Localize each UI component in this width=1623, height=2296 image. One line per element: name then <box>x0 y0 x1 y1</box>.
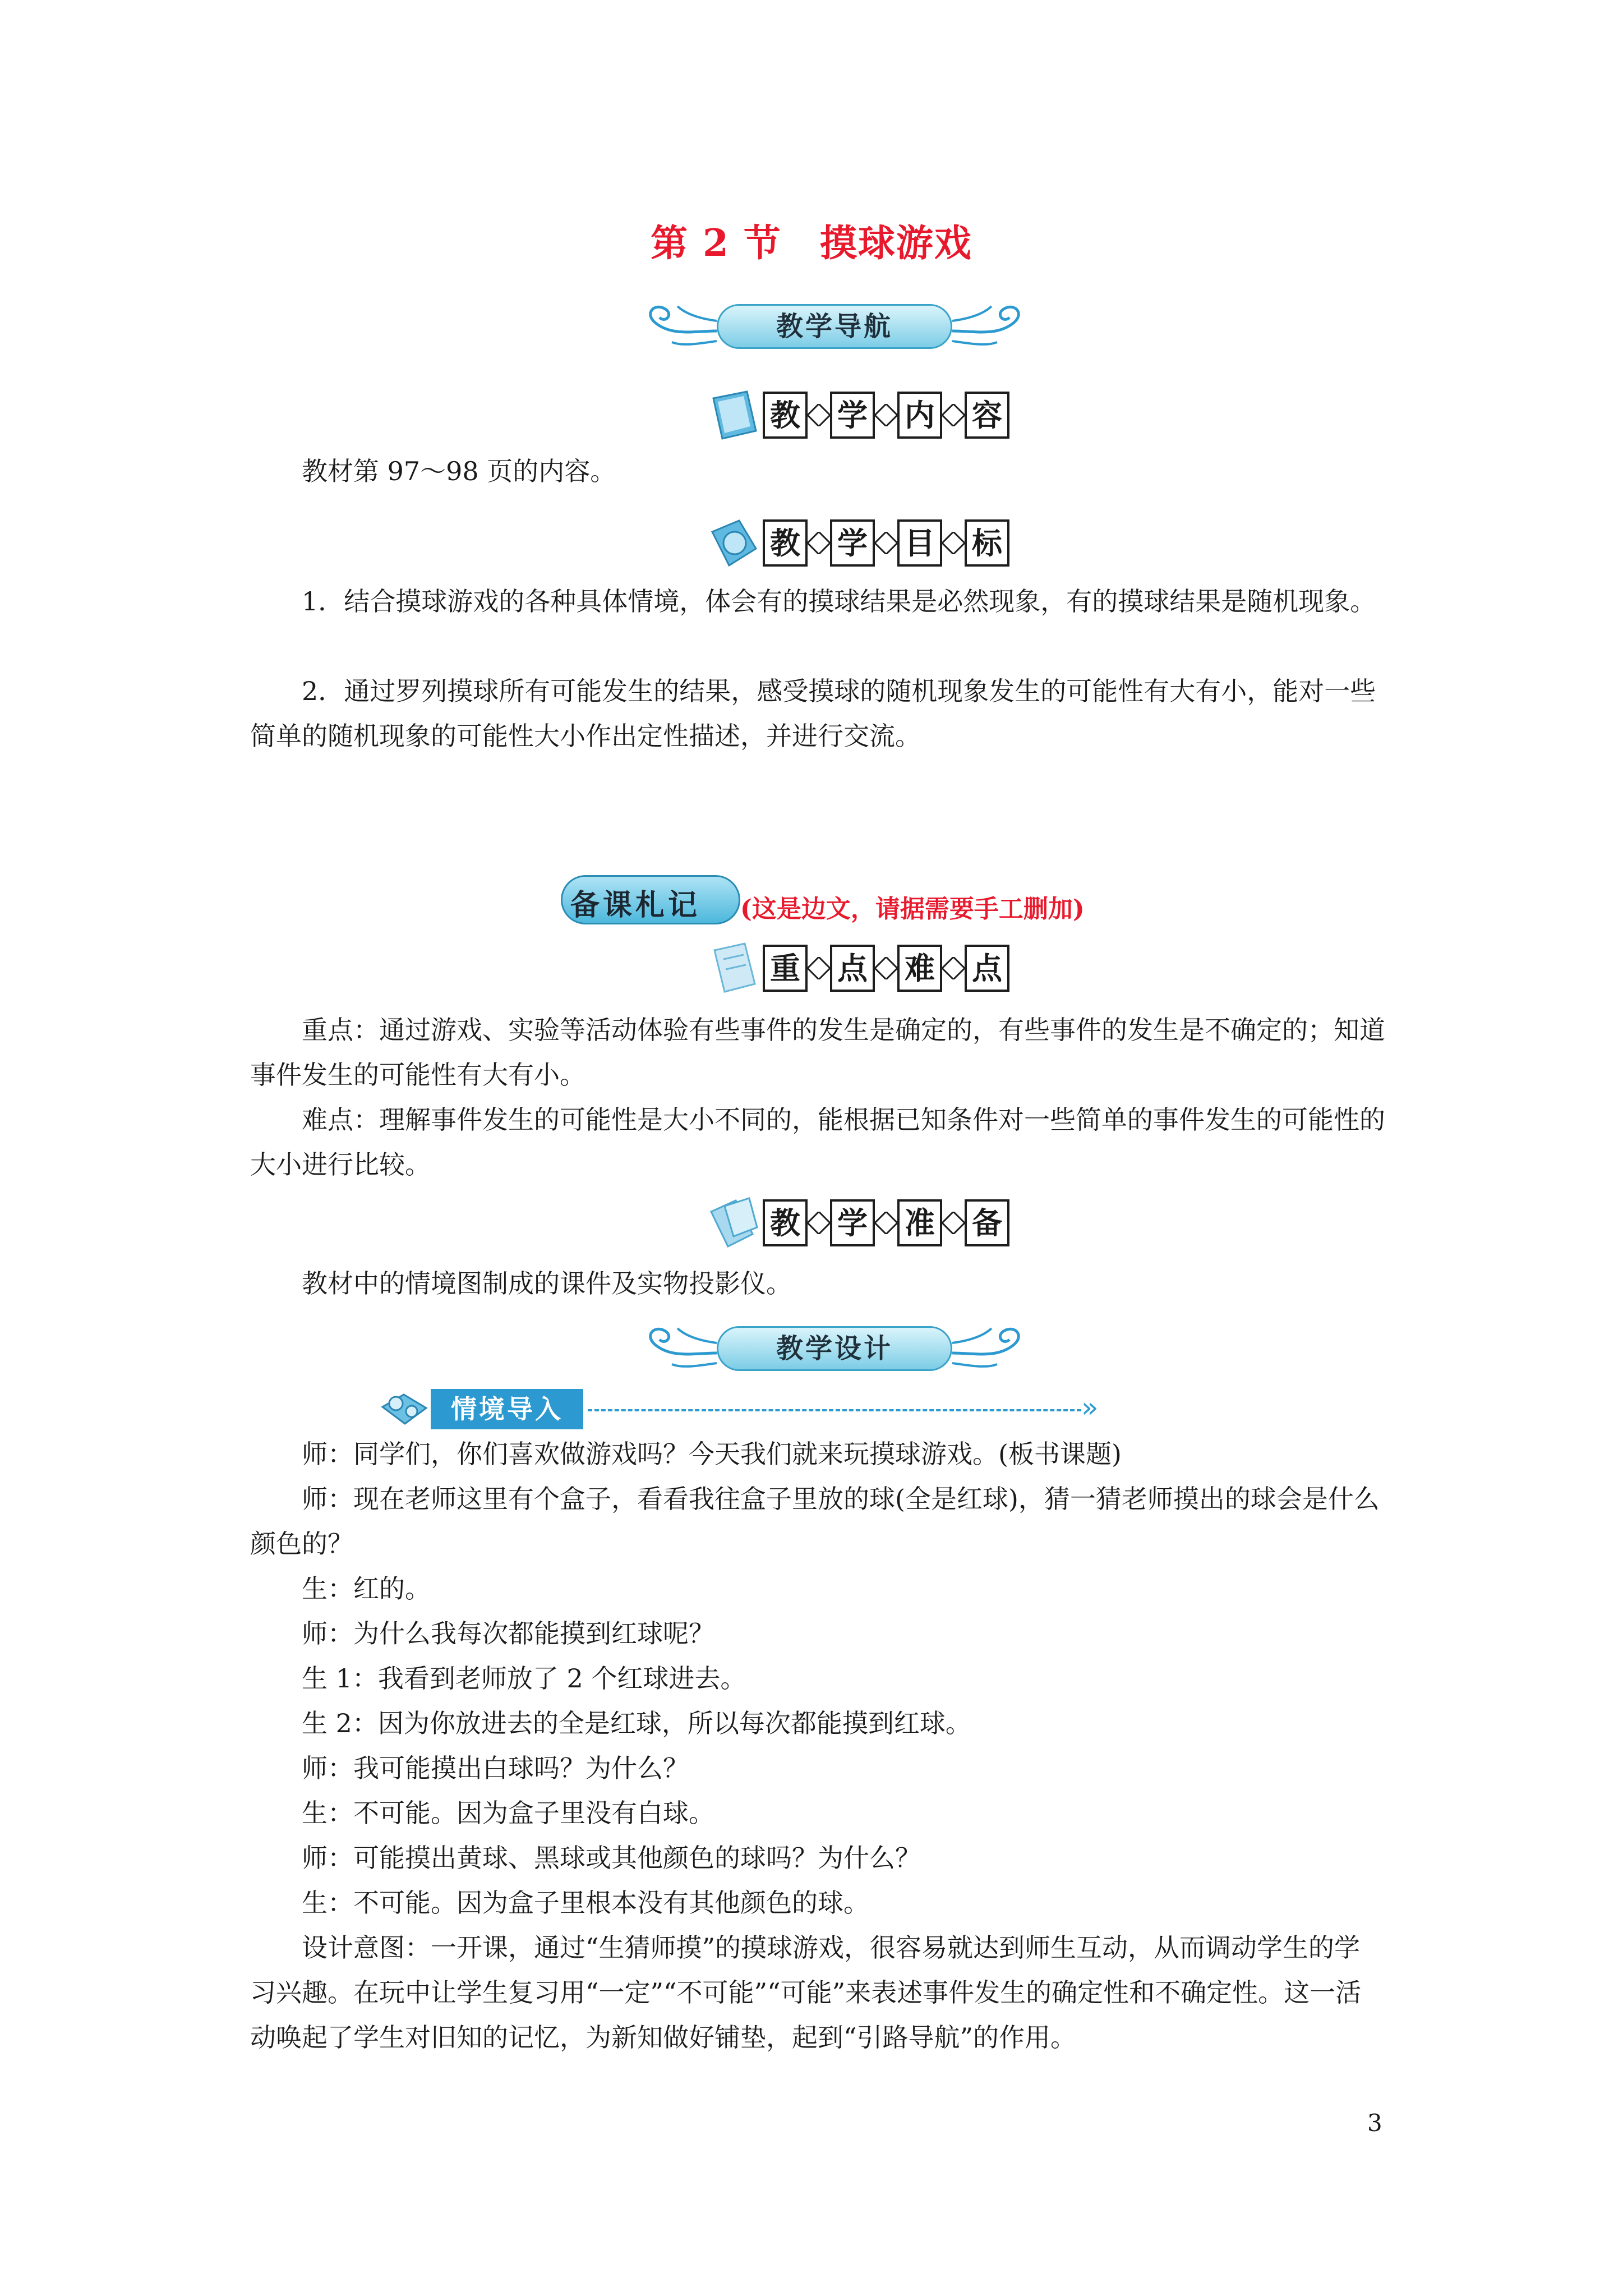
header-char-boxes <box>763 392 1002 440</box>
dialogue-line: 师：可能摸出黄球、黑球或其他颜色的球吗？为什么？ <box>302 1843 921 1873</box>
materials-icon <box>708 1195 759 1251</box>
banner-teaching-design <box>633 1314 1048 1375</box>
diamond-icon <box>942 532 965 554</box>
content-text: 教材第 97～98 页的内容。 <box>302 456 616 486</box>
intro-section-header <box>379 1384 1304 1433</box>
intro-tag: 情境导入 <box>431 1389 583 1429</box>
dashed-divider <box>588 1409 1081 1411</box>
dialogue-line: 师：我可能摸出白球吗？为什么？ <box>302 1753 689 1783</box>
page-number: 3 <box>1367 2109 1382 2137</box>
diamond-icon <box>942 957 965 979</box>
goal-item: 2．通过罗列摸球所有可能发生的结果，感受摸球的随机现象发生的可能性有大有小，能对一些简单的随机现象的可能性大小作出定性描述，并进行交流。 <box>250 676 1376 751</box>
header-char: 点 <box>965 945 1009 992</box>
goal-item: 1．结合摸球游戏的各种具体情境，体会有的摸球结果是必然现象，有的摸球结果是随机现象。 <box>302 586 1376 616</box>
header-char: 教 <box>763 1199 808 1246</box>
dialogue-line: 师：现在老师这里有个盒子，看看我往盒子里放的球(全是红球)，猜一猜老师摸出的球会是什么颜色的？ <box>250 1484 1380 1559</box>
scene-icon <box>379 1384 430 1433</box>
header-char: 内 <box>897 392 942 439</box>
document-icon <box>708 940 759 996</box>
preparation-text: 教材中的情境图制成的课件及实物投影仪。 <box>302 1268 792 1299</box>
section-header-goals <box>708 515 1002 571</box>
notes-badge <box>561 875 740 924</box>
header-char: 准 <box>897 1199 942 1246</box>
banner-label: 教学设计 <box>717 1326 952 1371</box>
header-char: 重 <box>763 945 808 992</box>
dialogue-line: 生：红的。 <box>302 1573 431 1604</box>
dialogue-line: 师：为什么我每次都能摸到红球呢？ <box>302 1618 714 1649</box>
header-char: 教 <box>763 392 808 439</box>
book-icon <box>708 387 759 443</box>
diamond-icon <box>875 404 897 426</box>
header-char-boxes <box>763 1199 1002 1248</box>
section-header-content <box>708 387 1002 443</box>
header-char: 标 <box>965 519 1009 567</box>
dialogue-line: 生：不可能。因为盒子里没有白球。 <box>302 1798 714 1828</box>
diamond-icon <box>808 1212 830 1234</box>
header-char: 容 <box>965 392 1009 439</box>
key-point-focus: 重点：通过游戏、实验等活动体验有些事件的发生是确定的，有些事件的发生是不确定的；知道事件发生的可能性有大有小。 <box>250 1015 1385 1090</box>
dialogue-line: 师：同学们，你们喜欢做游戏吗？今天我们就来玩摸球游戏。(板书课题) <box>302 1439 1122 1469</box>
header-char: 目 <box>897 519 942 567</box>
target-icon <box>708 515 759 571</box>
page-title: 第 2 节 摸球游戏 <box>651 221 972 265</box>
header-char: 难 <box>897 945 942 992</box>
diamond-icon <box>875 1212 897 1234</box>
header-char: 学 <box>830 392 875 439</box>
header-char: 备 <box>965 1199 1009 1246</box>
diamond-icon <box>942 404 965 426</box>
key-point-difficulty: 难点：理解事件发生的可能性是大小不同的，能根据已知条件对一些简单的事件发生的可能性的大小进行比较。 <box>250 1105 1385 1180</box>
double-arrow-icon: » <box>1081 1391 1099 1424</box>
diamond-icon <box>808 532 830 554</box>
diamond-icon <box>875 957 897 979</box>
diamond-icon <box>808 957 830 979</box>
header-char: 学 <box>830 519 875 567</box>
diamond-icon <box>875 532 897 554</box>
dialogue-line: 生 1：我看到老师放了 2 个红球进去。 <box>302 1663 746 1694</box>
dialogue-line: 生 2：因为你放进去的全是红球，所以每次都能摸到红球。 <box>302 1708 971 1738</box>
banner-teaching-guide <box>633 292 1048 353</box>
section-header-preparation <box>708 1195 1002 1251</box>
diamond-icon <box>808 404 830 426</box>
diamond-icon <box>942 1212 965 1234</box>
design-intent: 设计意图：一开课，通过“生猜师摸”的摸球游戏，很容易就达到师生互动，从而调动学生的学习兴趣。在玩中让学生复习用“一定”“不可能”“可能”来表述事件发生的确定性和不确定性。这一活动唤起了学生对旧知的记忆，为新知做好铺垫，起到“引路导航”的作用。 <box>250 1932 1362 2053</box>
header-char-boxes <box>763 945 1002 993</box>
dialogue-line: 生：不可能。因为盒子里根本没有其他颜色的球。 <box>302 1888 869 1918</box>
banner-label: 教学导航 <box>717 304 952 349</box>
header-char: 教 <box>763 519 808 567</box>
header-char: 点 <box>830 945 875 992</box>
header-char: 学 <box>830 1199 875 1246</box>
margin-note-text: (这是边文，请据需要手工删加) <box>740 895 1085 923</box>
notes-badge-label: 备课札记 <box>570 889 701 922</box>
header-char-boxes <box>763 519 1002 568</box>
section-header-key-points <box>708 940 1002 996</box>
